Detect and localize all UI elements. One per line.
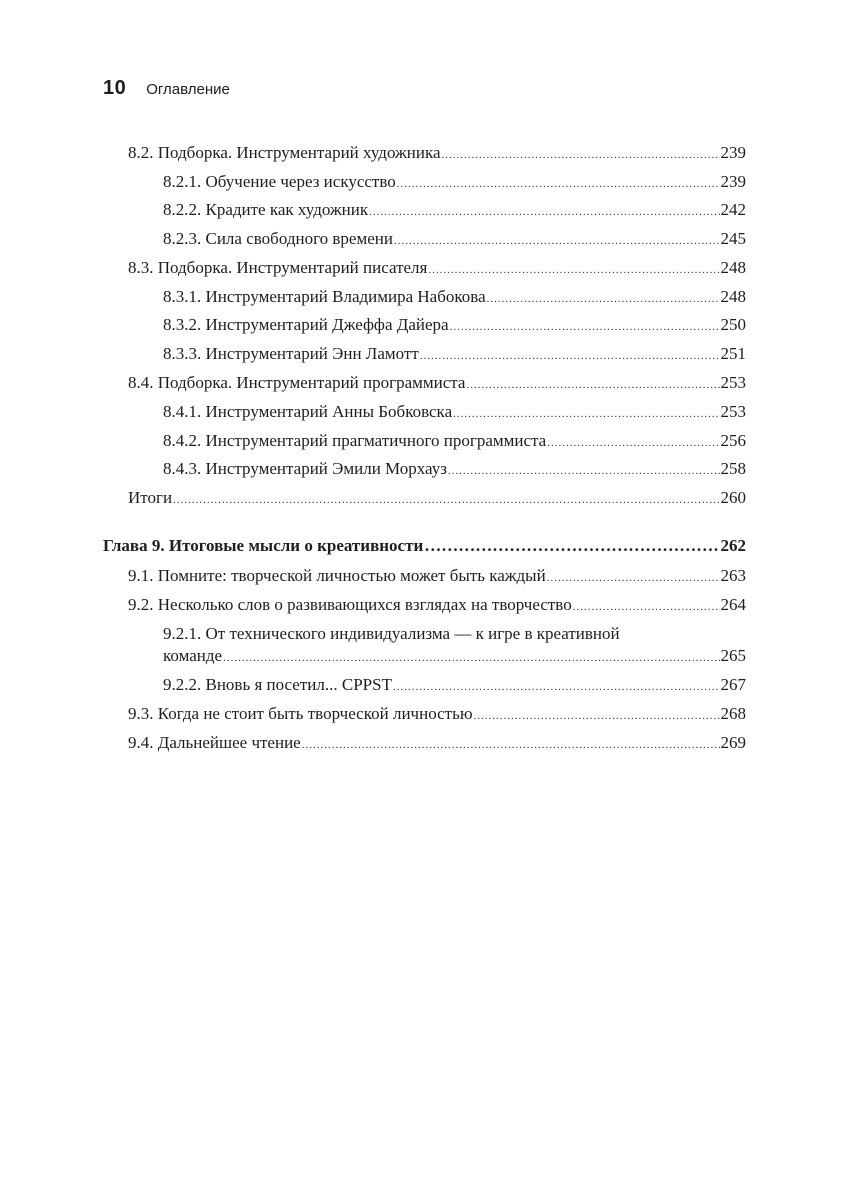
toc-entry-page: 245 <box>720 229 746 248</box>
toc-entry-8-4-3 <box>163 458 746 482</box>
toc-entry-label: 9.1. Помните: творческой личностью может быть каждый <box>128 566 546 585</box>
toc-entry-page: 264 <box>720 595 746 614</box>
toc-entry-label: 8.4. Подборка. Инструментарий программиста <box>128 373 466 392</box>
toc-entry-8-3 <box>128 257 746 281</box>
toc-entry-8-3-1 <box>163 286 746 310</box>
toc-entry-page: 267 <box>720 675 746 694</box>
dot-leader <box>466 374 719 396</box>
dot-leader <box>394 230 720 252</box>
dot-leader <box>547 567 720 589</box>
toc-entry-page: 269 <box>720 733 746 752</box>
toc-entry-label: 8.2.2. Крадите как художник <box>163 200 369 219</box>
dot-leader <box>420 345 720 367</box>
toc-entry-page: 253 <box>720 373 746 392</box>
toc-entry-8-4-1 <box>163 401 746 425</box>
toc-entry-page: 253 <box>720 402 746 421</box>
dot-leader <box>369 201 719 223</box>
toc-entry-label: 8.2.1. Обучение через искусство <box>163 172 396 191</box>
dot-leader <box>474 705 720 727</box>
dot-leader <box>448 460 720 482</box>
toc-chapter-9 <box>103 535 746 557</box>
dot-leader <box>428 259 719 281</box>
dot-leader <box>442 144 720 166</box>
toc-entry-page: 239 <box>720 143 746 162</box>
toc-entry-9-3 <box>128 703 746 727</box>
toc-entry-8-2 <box>128 142 746 166</box>
toc-entry-label: 9.2.2. Вновь я посетил... CPPST <box>163 675 392 694</box>
toc-entry-label: Итоги <box>128 488 173 507</box>
toc-entry-page: 251 <box>720 344 746 363</box>
toc-chapter-page: 262 <box>720 536 746 555</box>
toc-entry-label: 8.3.3. Инструментарий Энн Ламотт <box>163 344 419 363</box>
toc-entry-8-4-2 <box>163 430 746 454</box>
toc-entry-page: 239 <box>720 172 746 191</box>
toc-entry-page: 250 <box>720 315 746 334</box>
toc-entry-page: 265 <box>720 646 746 665</box>
running-title: Оглавление <box>146 81 230 98</box>
dot-leader <box>547 432 719 454</box>
toc-entry-9-2 <box>128 594 746 618</box>
toc-entry-label: 8.2. Подборка. Инструментарий художника <box>128 143 441 162</box>
running-head <box>103 77 230 100</box>
dot-leader <box>397 173 720 195</box>
toc-chapter-label: Глава 9. Итоговые мысли о креативности <box>103 536 424 555</box>
dot-leader <box>393 676 720 698</box>
toc-entry-9-4 <box>128 732 746 756</box>
toc-entry-page: 258 <box>720 459 746 478</box>
toc-entry-label: 8.2.3. Сила свободного времени <box>163 229 393 248</box>
toc-entry-label: команде <box>163 646 223 665</box>
toc-entry-label: 8.3.1. Инструментарий Владимира Набокова <box>163 287 486 306</box>
toc-entry-page: 242 <box>720 200 746 219</box>
toc-entry-page: 248 <box>720 258 746 277</box>
toc-entry-9-2-1 <box>163 645 746 669</box>
dot-leader <box>573 596 720 618</box>
toc-entry-label: 8.3.2. Инструментарий Джеффа Дайера <box>163 315 449 334</box>
dot-leader <box>487 288 720 310</box>
toc-entry-label: 8.3. Подборка. Инструментарий писателя <box>128 258 428 277</box>
toc-entry-8-3-3 <box>163 343 746 367</box>
toc-entry-9-2-1-line1: 9.2.1. От технического индивидуализма — к игре в креативной <box>163 624 620 643</box>
page-number: 10 <box>103 77 127 99</box>
dot-leader <box>223 647 719 669</box>
dot-leader <box>173 489 719 511</box>
toc-entry-label: 8.4.2. Инструментарий прагматичного программиста <box>163 431 547 450</box>
toc-entry-label: 8.4.3. Инструментарий Эмили Морхауз <box>163 459 447 478</box>
toc-entry-8-2-1 <box>163 171 746 195</box>
dot-leader <box>450 316 720 338</box>
toc-entry-8-4 <box>128 372 746 396</box>
toc-entry-9-2-2 <box>163 674 746 698</box>
toc-entry-summary <box>128 487 746 511</box>
toc-entry-page: 263 <box>720 566 746 585</box>
toc-entry-page: 256 <box>720 431 746 450</box>
dot-leader <box>302 734 720 756</box>
toc-entry-9-1 <box>128 565 746 589</box>
toc-entry-page: 248 <box>720 287 746 306</box>
dot-leader <box>424 535 719 557</box>
toc-entry-label: 9.2. Несколько слов о развивающихся взглядах на творчество <box>128 595 572 614</box>
dot-leader <box>453 403 719 425</box>
toc-entry-label: 8.4.1. Инструментарий Анны Бобковска <box>163 402 453 421</box>
toc-entry-8-2-3 <box>163 228 746 252</box>
toc-entry-8-2-2 <box>163 199 746 223</box>
toc-entry-page: 260 <box>720 488 746 507</box>
toc-entry-label: 9.3. Когда не стоит быть творческой личностью <box>128 704 473 723</box>
toc-entry-label: 9.4. Дальнейшее чтение <box>128 733 301 752</box>
toc-entry-8-3-2 <box>163 314 746 338</box>
toc-entry-page: 268 <box>720 704 746 723</box>
